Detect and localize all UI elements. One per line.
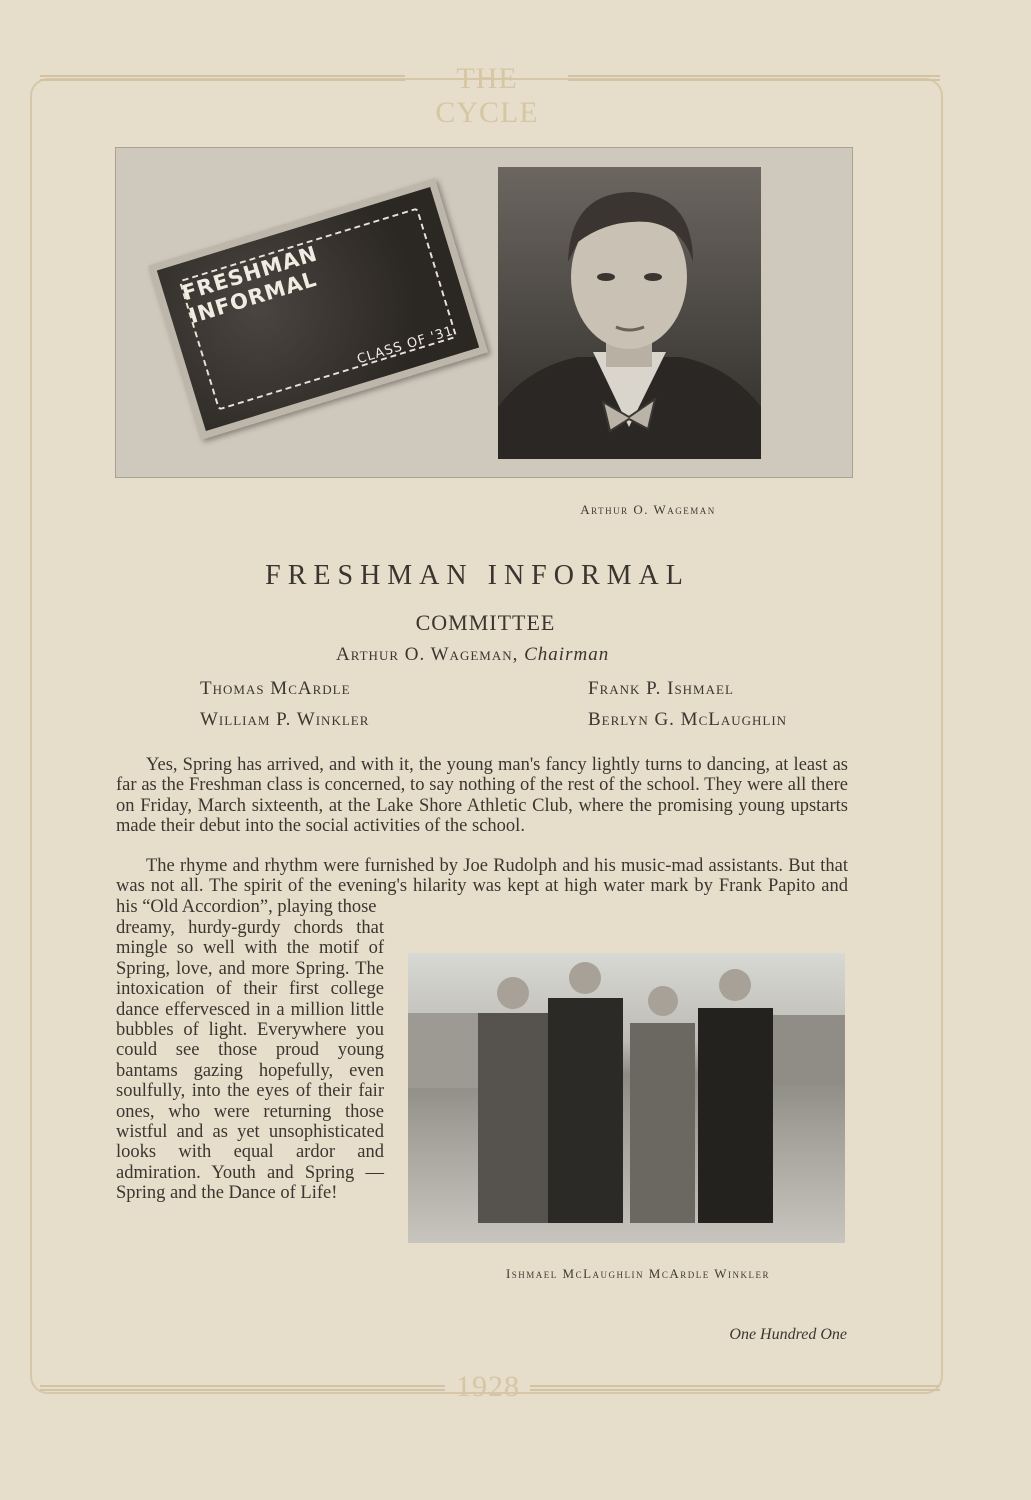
- article-title: FRESHMAN INFORMAL: [265, 560, 690, 591]
- chairman-name: Arthur O. Wageman,: [336, 644, 519, 665]
- committee-member: Berlyn G. McLaughlin: [588, 709, 788, 730]
- committee-member: Frank P. Ishmael: [588, 678, 734, 699]
- chairman-role: Chairman: [524, 644, 610, 665]
- committee-member: William P. Winkler: [200, 709, 370, 730]
- portrait-photo: [498, 167, 761, 459]
- chairman-line: [336, 644, 609, 666]
- header-rule-right: [568, 75, 940, 81]
- running-header: THE CYCLE: [435, 62, 539, 129]
- portrait-caption: Arthur O. Wageman: [580, 502, 716, 517]
- group-photo-caption: Ishmael McLaughlin McArdle Winkler: [505, 1266, 771, 1281]
- invitation-class-line: CLASS OF '31: [355, 323, 456, 368]
- body-paragraph-2-continued: dreamy, hurdy-gurdy chords that mingle so well with the motif of Spring, love, and more Spring. The intoxication of their first college dance effervesced in a million little bubbles of light. Everywhere you could see those proud young bantams gazing hopefully, even soulfully, into the eyes of their fair ones, who were returning those wistful and as yet unsophisticated looks with equal ardor and admiration. Youth and Spring —Spring and the Dance of Life!: [116, 918, 384, 1204]
- committee-member: Thomas McArdle: [200, 678, 351, 699]
- page-number: One Hundred One: [729, 1326, 847, 1343]
- header-rule-left: [40, 75, 405, 81]
- footer-rule-right: [530, 1385, 940, 1391]
- portrait-figure: [498, 167, 761, 459]
- group-photo: [408, 953, 845, 1243]
- body-paragraph-2: The rhyme and rhythm were furnished by Joe Rudolph and his music-mad assistants. But that was not all. The spirit of the evening's hilarity was kept at high water mark by Frank Papito and his “Old Accordion”, playing those: [116, 856, 848, 917]
- invitation-title: FRESHMAN INFORMAL: [179, 241, 321, 329]
- footer-year: 1928: [456, 1370, 520, 1403]
- footer-rule-left: [40, 1385, 445, 1391]
- body-paragraph-1: Yes, Spring has arrived, and with it, the young man's fancy lightly turns to dancing, at least as far as the Freshman class is concerned, to say nothing of the rest of the school. They were all there on Friday, March sixteenth, at the Lake Shore Athletic Club, where the promising young upstarts made their debut into the social activities of the school.: [116, 755, 848, 837]
- group-figures: [408, 953, 845, 1243]
- committee-heading: COMMITTEE: [415, 610, 556, 635]
